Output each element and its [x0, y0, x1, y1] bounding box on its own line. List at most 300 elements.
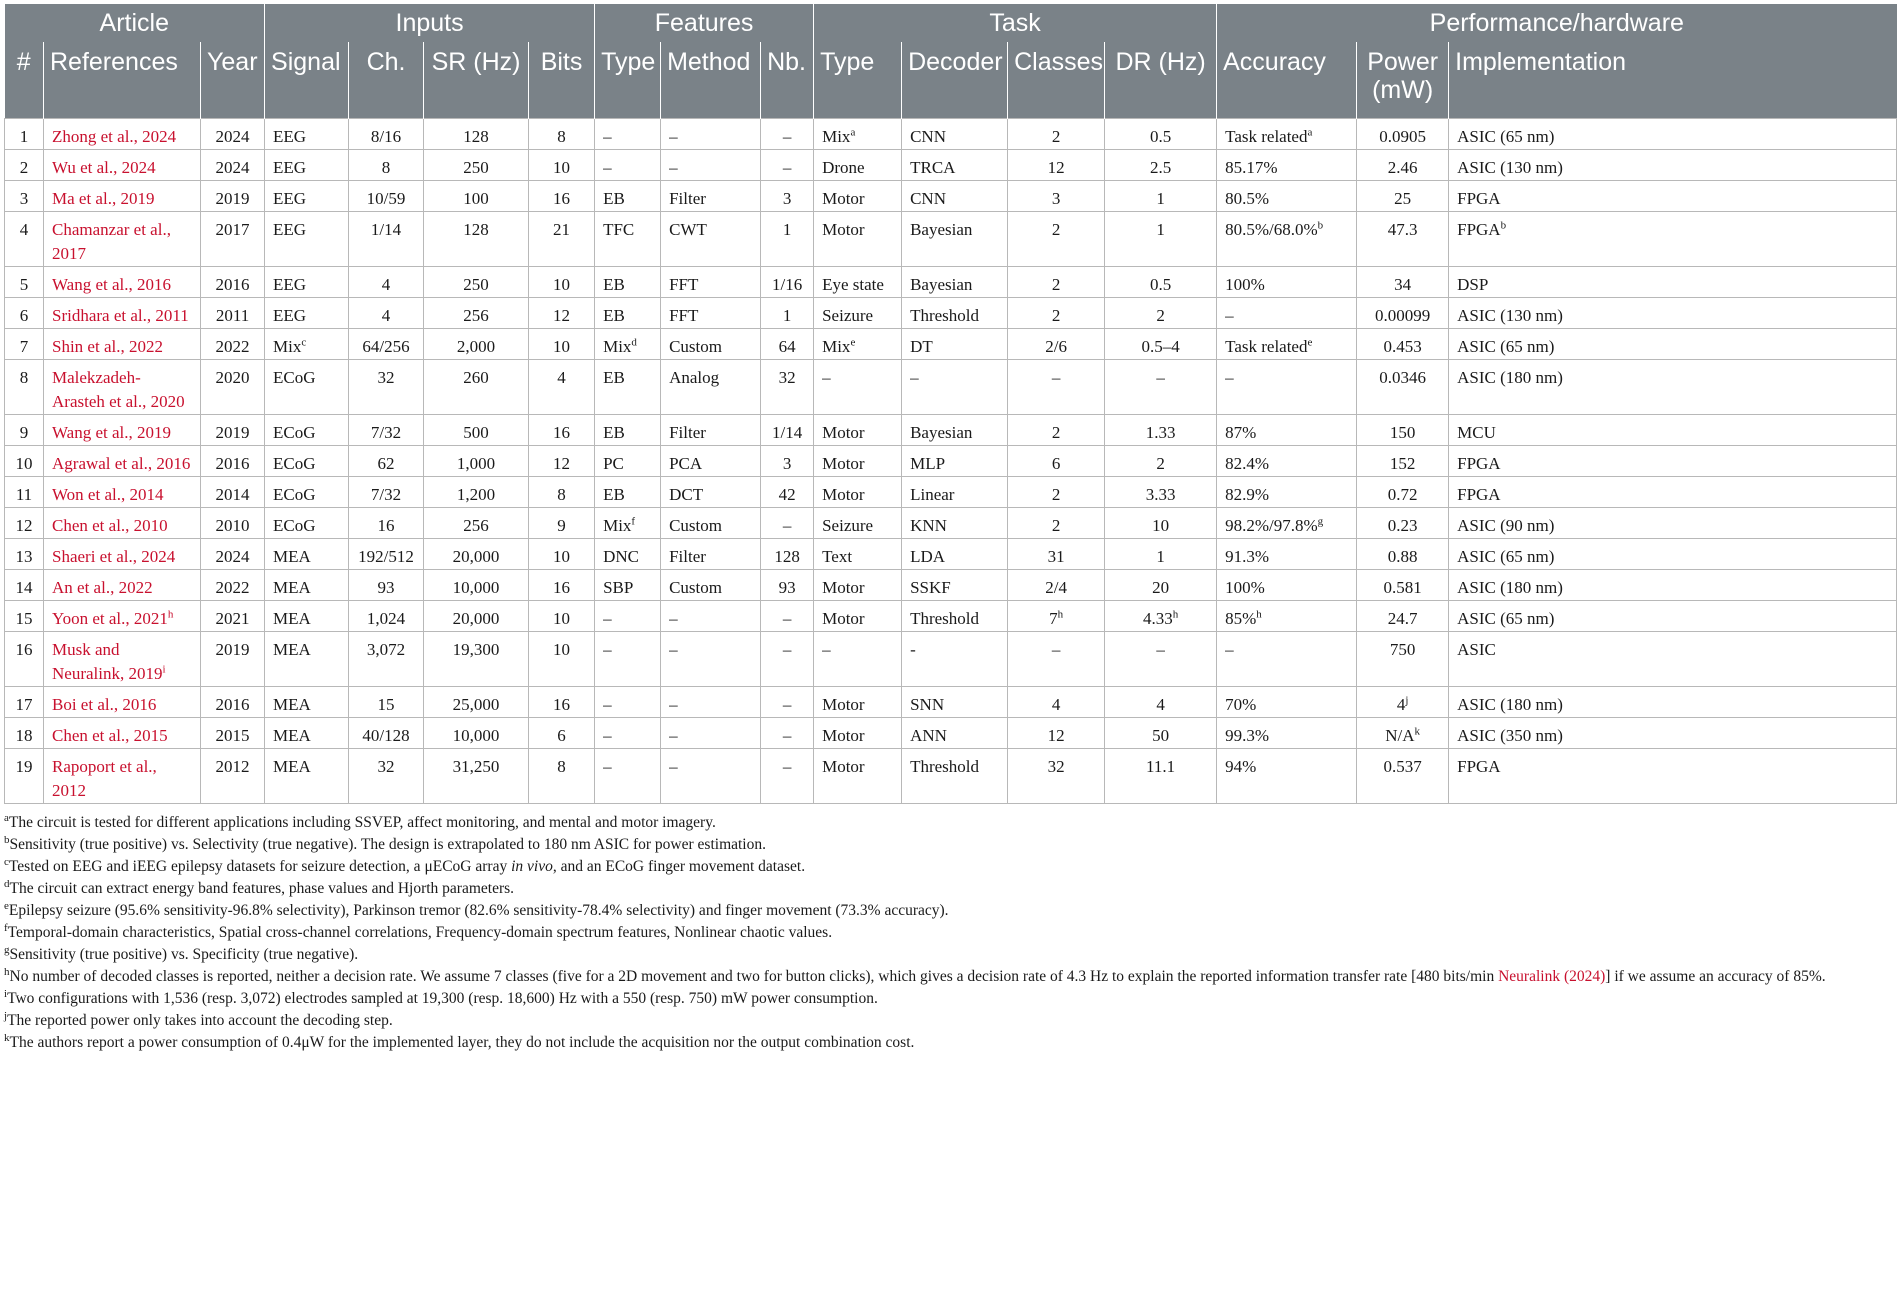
cell-decision-rate: 4.33$^h$ — [1105, 601, 1217, 632]
cell-accuracy: 98.2%/97.8%$^g$ — [1217, 508, 1357, 539]
cell-decoder: Linear — [902, 477, 1008, 508]
col-header-signal: Signal — [265, 42, 349, 119]
footnote-f: $^f$Temporal-domain characteristics, Spatial cross-channel correlations, Frequency-domain spectrum features, Nonlinear chaotic values. — [4, 921, 833, 941]
cell-task-type: Mix$^e$ — [814, 329, 902, 360]
cell-task-type: Motor — [814, 181, 902, 212]
cell-feature-type: EB — [595, 298, 661, 329]
cell-number: 6 — [5, 298, 44, 329]
cell-sampling-rate: 500 — [424, 415, 529, 446]
cell-feature-type: EB — [595, 267, 661, 298]
cell-bits: 10 — [529, 150, 595, 181]
cell-power: 0.23 — [1357, 508, 1449, 539]
cell-year: 2024 — [201, 119, 265, 150]
cell-decision-rate: 3.33 — [1105, 477, 1217, 508]
table-row — [5, 687, 1897, 718]
cell-reference[interactable]: Sridhara et al., 2011 — [44, 298, 201, 329]
cell-bits: 12 — [529, 298, 595, 329]
cell-implementation: ASIC (90 nm) — [1449, 508, 1897, 539]
cell-classes: 2 — [1008, 267, 1105, 298]
cell-implementation: FPGA — [1449, 749, 1897, 804]
table-row — [5, 508, 1897, 539]
cell-sampling-rate: 31,250 — [424, 749, 529, 804]
cell-feature-type: SBP — [595, 570, 661, 601]
cell-sampling-rate: 2,000 — [424, 329, 529, 360]
cell-number: 9 — [5, 415, 44, 446]
cell-power: 0.537 — [1357, 749, 1449, 804]
cell-nb: – — [761, 632, 814, 687]
cell-sampling-rate: 260 — [424, 360, 529, 415]
cell-channels: 32 — [349, 749, 424, 804]
cell-task-type: Seizure — [814, 508, 902, 539]
cell-accuracy: 82.4% — [1217, 446, 1357, 477]
cell-method: Custom — [661, 570, 761, 601]
cell-sampling-rate: 128 — [424, 119, 529, 150]
cell-accuracy: – — [1217, 632, 1357, 687]
col-header-year: Year — [201, 42, 265, 119]
col-header-task-type: Type — [814, 42, 902, 119]
cell-power: 4$^j$ — [1357, 687, 1449, 718]
cell-power: 34 — [1357, 267, 1449, 298]
cell-reference[interactable]: Wang et al., 2016 — [44, 267, 201, 298]
cell-channels: 93 — [349, 570, 424, 601]
cell-nb: – — [761, 718, 814, 749]
table-row — [5, 718, 1897, 749]
cell-task-type: – — [814, 360, 902, 415]
cell-power: 0.00099 — [1357, 298, 1449, 329]
cell-channels: 1,024 — [349, 601, 424, 632]
cell-task-type: Motor — [814, 601, 902, 632]
table-row — [5, 749, 1897, 804]
group-header-inputs: Inputs — [265, 4, 595, 42]
cell-reference[interactable]: Chen et al., 2015 — [44, 718, 201, 749]
cell-reference[interactable]: Agrawal et al., 2016 — [44, 446, 201, 477]
cell-nb: 32 — [761, 360, 814, 415]
table-row — [5, 181, 1897, 212]
col-header-decision-rate: DR (Hz) — [1105, 42, 1217, 119]
cell-classes: 4 — [1008, 687, 1105, 718]
col-header-classes: Classes — [1008, 42, 1105, 119]
cell-nb: 3 — [761, 446, 814, 477]
cell-signal: MEA — [265, 687, 349, 718]
cell-reference[interactable]: Musk and Neuralink, 2019$^i$ — [44, 632, 201, 687]
cell-year: 2010 — [201, 508, 265, 539]
cell-signal: EEG — [265, 212, 349, 267]
cell-year: 2017 — [201, 212, 265, 267]
table-row — [5, 150, 1897, 181]
footnote-i: $^i$Two configurations with 1,536 (resp. 3,072) electrodes sampled at 19,300 (resp. 18,600) Hz with a 550 (resp. 750) mW power consumption. — [4, 987, 878, 1007]
cell-implementation: DSP — [1449, 267, 1897, 298]
cell-task-type: Motor — [814, 687, 902, 718]
cell-task-type: Motor — [814, 718, 902, 749]
cell-accuracy: Task related$^a$ — [1217, 119, 1357, 150]
cell-signal: ECoG — [265, 477, 349, 508]
cell-implementation: ASIC (65 nm) — [1449, 119, 1897, 150]
group-header-performance: Performance/hardware — [1217, 4, 1897, 42]
cell-year: 2016 — [201, 267, 265, 298]
cell-number: 1 — [5, 119, 44, 150]
cell-method: DCT — [661, 477, 761, 508]
cell-implementation: ASIC (130 nm) — [1449, 298, 1897, 329]
cell-decoder: ANN — [902, 718, 1008, 749]
cell-accuracy: 87% — [1217, 415, 1357, 446]
footnote-b: $^b$Sensitivity (true positive) vs. Selectivity (true negative). The design is extrapolated to 180 nm ASIC for power estimation. — [4, 833, 766, 853]
cell-bits: 8 — [529, 477, 595, 508]
group-header-article: Article — [5, 4, 265, 42]
cell-channels: 62 — [349, 446, 424, 477]
cell-decoder: DT — [902, 329, 1008, 360]
cell-feature-type: – — [595, 150, 661, 181]
cell-reference[interactable]: Malekzadeh-Arasteh et al., 2020 — [44, 360, 201, 415]
column-header-row — [5, 42, 1897, 119]
cell-sampling-rate: 1,000 — [424, 446, 529, 477]
cell-task-type: Seizure — [814, 298, 902, 329]
cell-decision-rate: 0.5 — [1105, 267, 1217, 298]
cell-decision-rate: 1 — [1105, 212, 1217, 267]
cell-sampling-rate: 19,300 — [424, 632, 529, 687]
cell-sampling-rate: 20,000 — [424, 601, 529, 632]
cell-decoder: MLP — [902, 446, 1008, 477]
cell-implementation: ASIC (180 nm) — [1449, 360, 1897, 415]
cell-accuracy: 99.3% — [1217, 718, 1357, 749]
cell-nb: 128 — [761, 539, 814, 570]
table-row — [5, 267, 1897, 298]
cell-method: CWT — [661, 212, 761, 267]
footnotes — [4, 812, 1897, 1054]
cell-number: 16 — [5, 632, 44, 687]
cell-signal: EEG — [265, 119, 349, 150]
cell-feature-type: Mix$^f$ — [595, 508, 661, 539]
cell-classes: 6 — [1008, 446, 1105, 477]
cell-reference[interactable]: Wang et al., 2019 — [44, 415, 201, 446]
cell-accuracy: 80.5%/68.0%$^b$ — [1217, 212, 1357, 267]
cell-year: 2022 — [201, 329, 265, 360]
cell-implementation: ASIC (130 nm) — [1449, 150, 1897, 181]
cell-decoder: Bayesian — [902, 415, 1008, 446]
cell-sampling-rate: 25,000 — [424, 687, 529, 718]
cell-channels: 64/256 — [349, 329, 424, 360]
cell-power: 150 — [1357, 415, 1449, 446]
cell-decision-rate: 20 — [1105, 570, 1217, 601]
cell-implementation: MCU — [1449, 415, 1897, 446]
cell-accuracy: 80.5% — [1217, 181, 1357, 212]
cell-feature-type: – — [595, 601, 661, 632]
cell-task-type: Motor — [814, 415, 902, 446]
footnote-h: $^h$No number of decoded classes is reported, neither a decision rate. We assume 7 classes (five for a 2D movement and two for button clicks), which gives a decision rate of 4.3 Hz to explain the reported information transfer rate [480 bits/min Neuralink (2024)] if we assume an accuracy of 85%. — [4, 965, 1826, 985]
cell-bits: 16 — [529, 181, 595, 212]
cell-bits: 8 — [529, 119, 595, 150]
cell-sampling-rate: 250 — [424, 267, 529, 298]
cell-nb: 3 — [761, 181, 814, 212]
cell-bits: 16 — [529, 570, 595, 601]
cell-sampling-rate: 10,000 — [424, 570, 529, 601]
cell-classes: 2 — [1008, 212, 1105, 267]
cell-accuracy: 82.9% — [1217, 477, 1357, 508]
table-row — [5, 446, 1897, 477]
cell-nb: – — [761, 687, 814, 718]
cell-channels: 1/14 — [349, 212, 424, 267]
cell-bits: 21 — [529, 212, 595, 267]
cell-bits: 9 — [529, 508, 595, 539]
cell-feature-type: PC — [595, 446, 661, 477]
table-row — [5, 119, 1897, 150]
cell-decision-rate: 2 — [1105, 298, 1217, 329]
footnote-g: $^g$Sensitivity (true positive) vs. Specificity (true negative). — [4, 943, 359, 963]
col-header-sampling-rate: SR (Hz) — [424, 42, 529, 119]
col-header-nb: Nb. — [761, 42, 814, 119]
cell-method: – — [661, 718, 761, 749]
cell-decision-rate: 0.5 — [1105, 119, 1217, 150]
cell-bits: 10 — [529, 539, 595, 570]
cell-method: – — [661, 632, 761, 687]
cell-reference[interactable]: Ma et al., 2019 — [44, 181, 201, 212]
cell-bits: 16 — [529, 687, 595, 718]
cell-bits: 4 — [529, 360, 595, 415]
cell-classes: – — [1008, 360, 1105, 415]
cell-accuracy: 70% — [1217, 687, 1357, 718]
cell-channels: 16 — [349, 508, 424, 539]
cell-sampling-rate: 100 — [424, 181, 529, 212]
cell-method: FFT — [661, 267, 761, 298]
cell-power: $N/A^k$ — [1357, 718, 1449, 749]
table-row — [5, 415, 1897, 446]
footnote-e: $^e$Epilepsy seizure (95.6% sensitivity-96.8% selectivity), Parkinson tremor (82.6% sensitivity-78.4% selectivity) and finger movement (73.3% accuracy). — [4, 899, 949, 919]
cell-classes: 2 — [1008, 298, 1105, 329]
cell-signal: MEA — [265, 601, 349, 632]
cell-channels: 4 — [349, 298, 424, 329]
cell-decoder: Threshold — [902, 749, 1008, 804]
cell-method: Analog — [661, 360, 761, 415]
cell-classes: – — [1008, 632, 1105, 687]
cell-decision-rate: 10 — [1105, 508, 1217, 539]
group-header-task: Task — [814, 4, 1217, 42]
cell-implementation: ASIC (350 nm) — [1449, 718, 1897, 749]
col-header-references: References — [44, 42, 201, 119]
footnote-c: $^c$Tested on EEG and iEEG epilepsy datasets for seizure detection, a μECoG array in vivo, and an ECoG finger movement dataset. — [4, 855, 806, 875]
cell-decoder: KNN — [902, 508, 1008, 539]
cell-nb: – — [761, 508, 814, 539]
cell-accuracy: 94% — [1217, 749, 1357, 804]
cell-reference[interactable]: Won et al., 2014 — [44, 477, 201, 508]
footnote-a: $^a$The circuit is tested for different applications including SSVEP, affect monitoring, and mental and motor imagery. — [4, 811, 716, 831]
cell-classes: 3 — [1008, 181, 1105, 212]
cell-method: – — [661, 150, 761, 181]
cell-channels: 7/32 — [349, 477, 424, 508]
cell-classes: 12 — [1008, 718, 1105, 749]
cell-reference[interactable]: Yoon et al., 2021$^h$ — [44, 601, 201, 632]
cell-sampling-rate: 10,000 — [424, 718, 529, 749]
cell-implementation: FPGA — [1449, 181, 1897, 212]
cell-number: 14 — [5, 570, 44, 601]
cell-nb: 1/14 — [761, 415, 814, 446]
cell-number: 10 — [5, 446, 44, 477]
cell-method: FFT — [661, 298, 761, 329]
cell-power: 0.0905 — [1357, 119, 1449, 150]
cell-method: Custom — [661, 508, 761, 539]
col-header-power: Power (mW) — [1357, 42, 1449, 119]
group-header-row — [5, 4, 1897, 42]
cell-task-type: Mix$^a$ — [814, 119, 902, 150]
cell-decision-rate: 1.33 — [1105, 415, 1217, 446]
cell-channels: 15 — [349, 687, 424, 718]
cell-channels: 40/128 — [349, 718, 424, 749]
cell-number: 3 — [5, 181, 44, 212]
cell-decision-rate: 4 — [1105, 687, 1217, 718]
cell-year: 2012 — [201, 749, 265, 804]
cell-method: – — [661, 601, 761, 632]
cell-bits: 12 — [529, 446, 595, 477]
cell-signal: MEA — [265, 632, 349, 687]
cell-reference[interactable]: Boi et al., 2016 — [44, 687, 201, 718]
cell-feature-type: EB — [595, 477, 661, 508]
footnote-h-link[interactable]: Neuralink (2024) — [1498, 968, 1606, 985]
col-header-accuracy: Accuracy — [1217, 42, 1357, 119]
cell-method: – — [661, 749, 761, 804]
cell-classes: 2 — [1008, 508, 1105, 539]
cell-year: 2024 — [201, 150, 265, 181]
cell-power: 0.0346 — [1357, 360, 1449, 415]
cell-task-type: Text — [814, 539, 902, 570]
cell-implementation: FPGA — [1449, 446, 1897, 477]
cell-accuracy: 100% — [1217, 570, 1357, 601]
cell-implementation: ASIC (65 nm) — [1449, 601, 1897, 632]
footnote-j: $^j$The reported power only takes into account the decoding step. — [4, 1009, 393, 1029]
cell-number: 8 — [5, 360, 44, 415]
cell-decision-rate: – — [1105, 360, 1217, 415]
cell-sampling-rate: 256 — [424, 298, 529, 329]
table-figure — [4, 4, 1897, 1054]
group-header-features: Features — [595, 4, 814, 42]
cell-power: 750 — [1357, 632, 1449, 687]
cell-year: 2020 — [201, 360, 265, 415]
cell-channels: 8/16 — [349, 119, 424, 150]
cell-feature-type: EB — [595, 181, 661, 212]
cell-number: 2 — [5, 150, 44, 181]
col-header-feature-type: Type — [595, 42, 661, 119]
cell-reference[interactable]: Shin et al., 2022 — [44, 329, 201, 360]
col-header-channels: Ch. — [349, 42, 424, 119]
cell-feature-type: TFC — [595, 212, 661, 267]
table-body — [5, 119, 1897, 804]
cell-reference[interactable]: Zhong et al., 2024 — [44, 119, 201, 150]
table-row — [5, 360, 1897, 415]
table-row — [5, 477, 1897, 508]
cell-power: 0.453 — [1357, 329, 1449, 360]
cell-power: 24.7 — [1357, 601, 1449, 632]
cell-accuracy: 91.3% — [1217, 539, 1357, 570]
cell-nb: – — [761, 119, 814, 150]
cell-feature-type: – — [595, 687, 661, 718]
cell-method: PCA — [661, 446, 761, 477]
cell-feature-type: EB — [595, 360, 661, 415]
cell-bits: 8 — [529, 749, 595, 804]
cell-nb: 1/16 — [761, 267, 814, 298]
cell-accuracy: Task related$^e$ — [1217, 329, 1357, 360]
cell-method: Filter — [661, 415, 761, 446]
cell-method: – — [661, 687, 761, 718]
cell-accuracy: 100% — [1217, 267, 1357, 298]
cell-implementation: ASIC (180 nm) — [1449, 687, 1897, 718]
cell-method: – — [661, 119, 761, 150]
cell-decoder: LDA — [902, 539, 1008, 570]
cell-year: 2019 — [201, 415, 265, 446]
cell-implementation: ASIC (65 nm) — [1449, 329, 1897, 360]
cell-feature-type: DNC — [595, 539, 661, 570]
cell-year: 2022 — [201, 570, 265, 601]
cell-nb: 42 — [761, 477, 814, 508]
cell-feature-type: EB — [595, 415, 661, 446]
cell-signal: ECoG — [265, 508, 349, 539]
cell-channels: 4 — [349, 267, 424, 298]
cell-task-type: Motor — [814, 477, 902, 508]
cell-signal: Mix$^c$ — [265, 329, 349, 360]
cell-power: 2.46 — [1357, 150, 1449, 181]
cell-bits: 10 — [529, 632, 595, 687]
cell-bits: 10 — [529, 601, 595, 632]
cell-channels: 7/32 — [349, 415, 424, 446]
cell-year: 2016 — [201, 687, 265, 718]
cell-number: 19 — [5, 749, 44, 804]
table-row — [5, 539, 1897, 570]
cell-power: 152 — [1357, 446, 1449, 477]
cell-year: 2011 — [201, 298, 265, 329]
cell-task-type: Motor — [814, 749, 902, 804]
cell-signal: ECoG — [265, 360, 349, 415]
cell-bits: 6 — [529, 718, 595, 749]
cell-decision-rate: – — [1105, 632, 1217, 687]
cell-feature-type: – — [595, 749, 661, 804]
cell-task-type: Motor — [814, 570, 902, 601]
cell-year: 2014 — [201, 477, 265, 508]
cell-accuracy: – — [1217, 298, 1357, 329]
cell-reference[interactable]: Shaeri et al., 2024 — [44, 539, 201, 570]
cell-bits: 10 — [529, 267, 595, 298]
cell-nb: – — [761, 601, 814, 632]
cell-reference[interactable]: Rapoport et al., 2012 — [44, 749, 201, 804]
cell-decoder: CNN — [902, 119, 1008, 150]
cell-reference[interactable]: Chen et al., 2010 — [44, 508, 201, 539]
cell-classes: 12 — [1008, 150, 1105, 181]
cell-reference[interactable]: Wu et al., 2024 — [44, 150, 201, 181]
cell-channels: 3,072 — [349, 632, 424, 687]
cell-sampling-rate: 128 — [424, 212, 529, 267]
cell-number: 5 — [5, 267, 44, 298]
cell-classes: 2 — [1008, 119, 1105, 150]
cell-task-type: Motor — [814, 212, 902, 267]
cell-implementation: ASIC (180 nm) — [1449, 570, 1897, 601]
col-header-number: # — [5, 42, 44, 119]
cell-implementation: ASIC (65 nm) — [1449, 539, 1897, 570]
cell-year: 2021 — [201, 601, 265, 632]
col-header-method: Method — [661, 42, 761, 119]
cell-number: 11 — [5, 477, 44, 508]
cell-reference[interactable]: Chamanzar et al., 2017 — [44, 212, 201, 267]
cell-channels: 8 — [349, 150, 424, 181]
cell-number: 15 — [5, 601, 44, 632]
cell-decision-rate: 2.5 — [1105, 150, 1217, 181]
cell-decision-rate: 50 — [1105, 718, 1217, 749]
cell-nb: – — [761, 150, 814, 181]
cell-year: 2019 — [201, 181, 265, 212]
cell-number: 4 — [5, 212, 44, 267]
col-header-implementation: Implementation — [1449, 42, 1897, 119]
cell-power: 0.88 — [1357, 539, 1449, 570]
cell-reference[interactable]: An et al., 2022 — [44, 570, 201, 601]
cell-decoder: Bayesian — [902, 267, 1008, 298]
cell-year: 2019 — [201, 632, 265, 687]
cell-signal: EEG — [265, 181, 349, 212]
cell-classes: 2/4 — [1008, 570, 1105, 601]
cell-accuracy: 85%$^h$ — [1217, 601, 1357, 632]
